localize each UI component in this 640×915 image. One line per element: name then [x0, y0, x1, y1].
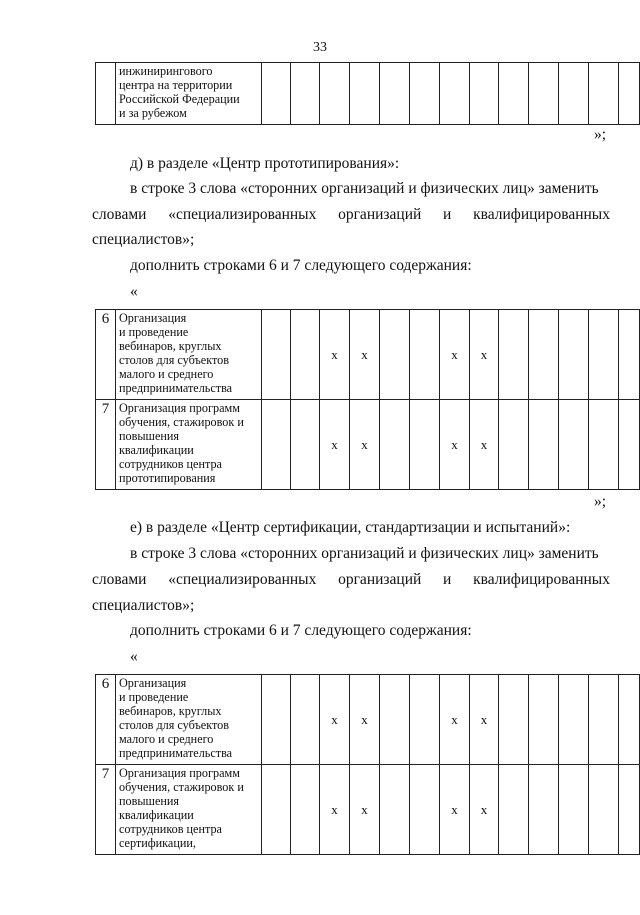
description-line: обучения, стажировок и [119, 780, 244, 794]
mark-cell: x [470, 675, 499, 765]
description-line: квалификации [119, 808, 194, 822]
mark-cell [499, 765, 529, 855]
mark-cell [529, 765, 559, 855]
description-line: прототипирования [119, 471, 216, 485]
mark-cell [320, 63, 350, 125]
section-heading: е) в разделе «Центр сертификации, стандартизации и испытаний»: [130, 519, 571, 536]
mark-cell [291, 675, 320, 765]
add-rows-text: дополнить строками 6 и 7 следующего содержания: [130, 257, 472, 274]
paragraph-word: квалифицированных [473, 206, 610, 223]
mark-cell: x [320, 675, 350, 765]
description-line: обучения, стажировок и [119, 415, 244, 429]
mark-cell: x [320, 310, 350, 400]
row-description-cell [116, 400, 262, 490]
opening-quote: « [130, 648, 138, 665]
mark-cell [619, 675, 640, 765]
description-line: квалификации [119, 443, 194, 457]
mark-cell: x [440, 765, 470, 855]
description-line: повышения [119, 429, 180, 443]
paragraph-word: и [443, 206, 452, 223]
mark-cell [380, 765, 410, 855]
mark-cell: x [440, 310, 470, 400]
mark-cell [380, 310, 410, 400]
mark-cell [380, 675, 410, 765]
table-row [96, 765, 640, 855]
closing-quote: »; [594, 493, 607, 510]
top-table [95, 62, 640, 125]
mark-cell [529, 400, 559, 490]
mark-cell [499, 310, 529, 400]
mark-cell [380, 63, 410, 125]
mark-cell: x [350, 310, 380, 400]
description-line: повышения [119, 794, 180, 808]
mark-cell [529, 310, 559, 400]
mark-cell [619, 63, 640, 125]
section-table [95, 309, 640, 490]
description-line: Российской Федерации [119, 92, 240, 106]
description-line: Организация программ [119, 766, 240, 780]
row-description-cell [116, 765, 262, 855]
mark-cell [262, 63, 291, 125]
mark-cell [291, 765, 320, 855]
row-number-cell: 6 [96, 310, 116, 400]
closing-quote: »; [594, 126, 607, 143]
paragraph-word: организаций [338, 206, 422, 223]
description-line: предпринимательства [119, 746, 233, 760]
description-line: малого и среднего [119, 732, 214, 746]
mark-cell: x [470, 310, 499, 400]
row-number-cell: 7 [96, 400, 116, 490]
mark-cell [559, 310, 589, 400]
paragraph-justified-line [92, 206, 610, 224]
paragraph-word: организаций [338, 571, 422, 588]
mark-cell [589, 765, 619, 855]
mark-cell [619, 400, 640, 490]
row-description-cell [116, 675, 262, 765]
mark-cell [440, 63, 470, 125]
paragraph-line: специалистов»; [92, 231, 195, 248]
mark-cell [291, 310, 320, 400]
description-line: Организация [119, 311, 187, 325]
mark-cell [262, 310, 291, 400]
paragraph-line: специалистов»; [92, 597, 195, 614]
description-line: вебинаров, круглых [119, 704, 222, 718]
description-line: вебинаров, круглых [119, 339, 222, 353]
mark-cell [499, 400, 529, 490]
section-table [95, 674, 640, 855]
mark-cell [262, 400, 291, 490]
paragraph-word: словами [92, 206, 147, 223]
description-line: сертификации, [119, 836, 196, 850]
mark-cell [619, 765, 640, 855]
page-number: 33 [313, 40, 327, 55]
mark-cell: x [470, 765, 499, 855]
table-row [96, 310, 640, 400]
mark-cell [262, 675, 291, 765]
mark-cell: x [350, 765, 380, 855]
mark-cell: x [470, 400, 499, 490]
add-rows-text: дополнить строками 6 и 7 следующего содержания: [130, 622, 472, 639]
mark-cell [529, 675, 559, 765]
mark-cell [410, 400, 440, 490]
mark-cell: x [320, 400, 350, 490]
row-number-cell [96, 63, 116, 125]
mark-cell [589, 675, 619, 765]
description-line: центра на территории [119, 78, 233, 92]
description-line: инжинирингового [119, 64, 213, 78]
mark-cell: x [440, 675, 470, 765]
mark-cell: x [440, 400, 470, 490]
mark-cell [499, 675, 529, 765]
paragraph-line: в строке 3 слова «сторонних организаций и физических лиц» заменить [130, 545, 599, 562]
mark-cell [619, 310, 640, 400]
paragraph-word: и [443, 571, 452, 588]
mark-cell [410, 63, 440, 125]
description-line: столов для субъектов [119, 353, 229, 367]
row-description-cell [116, 63, 262, 125]
paragraph-word: «специализированных [168, 206, 317, 223]
mark-cell [410, 765, 440, 855]
mark-cell: x [350, 675, 380, 765]
table-row [96, 63, 640, 125]
row-description-cell [116, 310, 262, 400]
mark-cell [350, 63, 380, 125]
opening-quote: « [130, 283, 138, 300]
paragraph-word: «специализированных [168, 571, 317, 588]
paragraph-word: квалифицированных [473, 571, 610, 588]
mark-cell [559, 675, 589, 765]
mark-cell: x [350, 400, 380, 490]
description-line: Организация программ [119, 401, 240, 415]
row-number-cell: 6 [96, 675, 116, 765]
mark-cell [589, 400, 619, 490]
mark-cell [529, 63, 559, 125]
table-row [96, 675, 640, 765]
mark-cell [559, 400, 589, 490]
mark-cell [410, 675, 440, 765]
row-number-cell: 7 [96, 765, 116, 855]
description-line: сотрудников центра [119, 457, 222, 471]
mark-cell [559, 765, 589, 855]
description-line: и за рубежом [119, 106, 187, 120]
description-line: предпринимательства [119, 381, 233, 395]
description-line: сотрудников центра [119, 822, 222, 836]
description-line: и проведение [119, 690, 189, 704]
mark-cell [410, 310, 440, 400]
description-line: малого и среднего [119, 367, 214, 381]
paragraph-justified-line [92, 571, 610, 589]
section-heading: д) в разделе «Центр прототипирования»: [130, 155, 400, 172]
mark-cell [470, 63, 499, 125]
mark-cell [589, 310, 619, 400]
paragraph-word: словами [92, 571, 147, 588]
mark-cell [559, 63, 589, 125]
description-line: Организация [119, 676, 187, 690]
mark-cell [291, 400, 320, 490]
mark-cell [291, 63, 320, 125]
mark-cell: x [320, 765, 350, 855]
mark-cell [589, 63, 619, 125]
description-line: столов для субъектов [119, 718, 229, 732]
mark-cell [499, 63, 529, 125]
description-line: и проведение [119, 325, 189, 339]
mark-cell [380, 400, 410, 490]
table-row [96, 400, 640, 490]
mark-cell [262, 765, 291, 855]
paragraph-line: в строке 3 слова «сторонних организаций и физических лиц» заменить [130, 180, 599, 197]
